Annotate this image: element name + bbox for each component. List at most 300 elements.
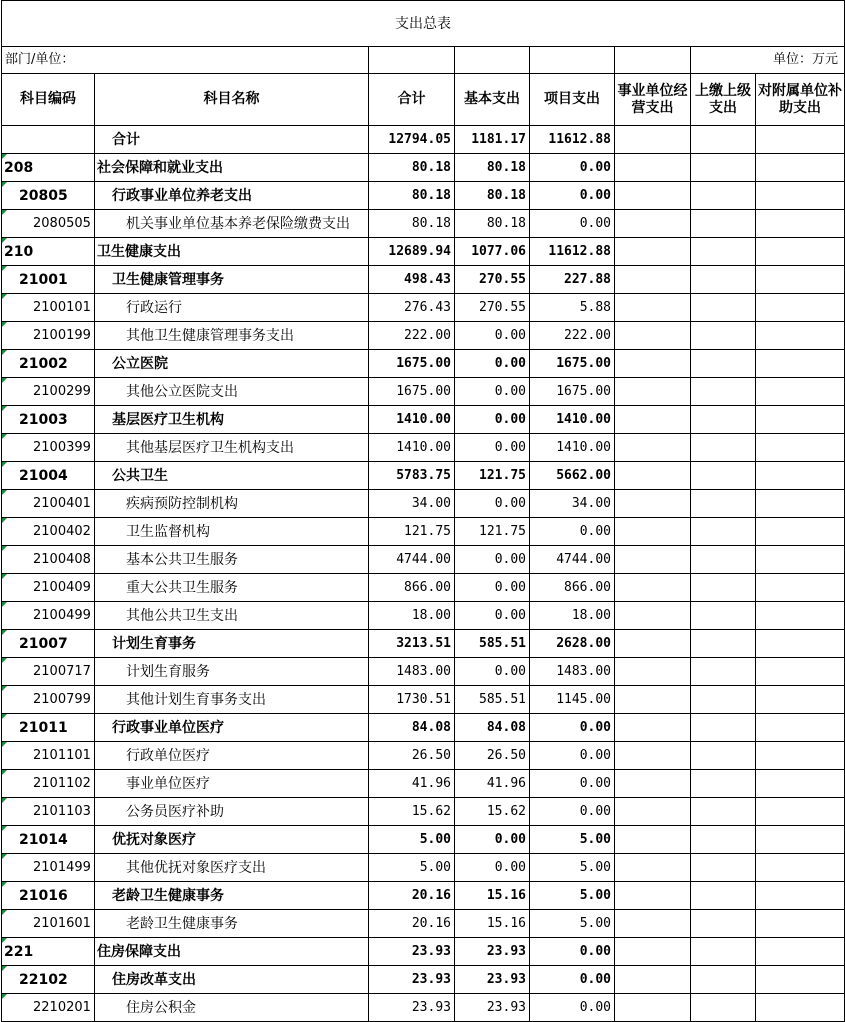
row-project: 1410.00 <box>530 406 615 434</box>
row-total: 4744.00 <box>369 546 455 574</box>
row-upper <box>691 966 756 994</box>
row-code: 22102 <box>2 966 95 994</box>
table-row <box>2 238 845 266</box>
row-basic: 41.96 <box>455 770 530 798</box>
row-project: 866.00 <box>530 574 615 602</box>
row-basic: 0.00 <box>455 602 530 630</box>
row-project: 11612.88 <box>530 126 615 154</box>
row-operating <box>615 154 691 182</box>
row-subsidy <box>756 350 845 378</box>
row-name: 行政事业单位养老支出 <box>95 182 369 210</box>
row-code: 2101102 <box>2 770 95 798</box>
row-operating <box>615 294 691 322</box>
row-project: 0.00 <box>530 994 615 1022</box>
row-name: 其他公立医院支出 <box>95 378 369 406</box>
table-row <box>2 742 845 770</box>
row-subsidy <box>756 210 845 238</box>
row-subsidy <box>756 630 845 658</box>
row-project: 1145.00 <box>530 686 615 714</box>
table-row <box>2 966 845 994</box>
row-basic: 121.75 <box>455 462 530 490</box>
row-subsidy <box>756 574 845 602</box>
department-label: 部门/单位： <box>2 47 369 74</box>
row-basic: 26.50 <box>455 742 530 770</box>
row-code: 221 <box>2 938 95 966</box>
row-upper <box>691 182 756 210</box>
row-upper <box>691 854 756 882</box>
table-row <box>2 994 845 1022</box>
table-row <box>2 406 845 434</box>
row-name: 其他基层医疗卫生机构支出 <box>95 434 369 462</box>
row-basic: 84.08 <box>455 714 530 742</box>
table-row <box>2 210 845 238</box>
header-basic: 基本支出 <box>455 74 530 126</box>
row-upper <box>691 126 756 154</box>
header-upper: 上缴上级支出 <box>691 74 756 126</box>
row-code: 2100402 <box>2 518 95 546</box>
row-total: 1675.00 <box>369 350 455 378</box>
row-name: 卫生健康管理事务 <box>95 266 369 294</box>
row-operating <box>615 658 691 686</box>
table-row <box>2 266 845 294</box>
row-basic: 0.00 <box>455 490 530 518</box>
row-project: 0.00 <box>530 182 615 210</box>
row-project: 5.00 <box>530 910 615 938</box>
row-code: 2100408 <box>2 546 95 574</box>
row-code: 21002 <box>2 350 95 378</box>
row-total: 23.93 <box>369 994 455 1022</box>
table-row <box>2 602 845 630</box>
table-row <box>2 714 845 742</box>
row-subsidy <box>756 518 845 546</box>
row-upper <box>691 462 756 490</box>
row-basic: 0.00 <box>455 658 530 686</box>
row-operating <box>615 490 691 518</box>
row-subsidy <box>756 602 845 630</box>
row-operating <box>615 770 691 798</box>
row-code: 21004 <box>2 462 95 490</box>
row-code: 21014 <box>2 826 95 854</box>
expenditure-summary-table <box>1 0 845 1022</box>
row-name: 住房改革支出 <box>95 966 369 994</box>
row-project: 0.00 <box>530 938 615 966</box>
row-subsidy <box>756 294 845 322</box>
row-operating <box>615 910 691 938</box>
row-name: 计划生育服务 <box>95 658 369 686</box>
table-title: 支出总表 <box>2 1 845 47</box>
row-project: 0.00 <box>530 210 615 238</box>
meta-empty-cell <box>530 47 615 74</box>
row-upper <box>691 882 756 910</box>
row-name: 行政运行 <box>95 294 369 322</box>
row-project: 222.00 <box>530 322 615 350</box>
row-subsidy <box>756 910 845 938</box>
table-row <box>2 490 845 518</box>
row-operating <box>615 966 691 994</box>
row-basic: 585.51 <box>455 630 530 658</box>
row-project: 2628.00 <box>530 630 615 658</box>
table-row <box>2 350 845 378</box>
row-total: 15.62 <box>369 798 455 826</box>
row-name: 卫生健康支出 <box>95 238 369 266</box>
row-name: 基层医疗卫生机构 <box>95 406 369 434</box>
row-basic: 1077.06 <box>455 238 530 266</box>
row-code: 2100101 <box>2 294 95 322</box>
row-code: 2101601 <box>2 910 95 938</box>
row-code: 2101499 <box>2 854 95 882</box>
row-code: 21003 <box>2 406 95 434</box>
row-name: 老龄卫生健康事务 <box>95 910 369 938</box>
row-operating <box>615 938 691 966</box>
row-subsidy <box>756 882 845 910</box>
row-project: 5662.00 <box>530 462 615 490</box>
row-basic: 0.00 <box>455 826 530 854</box>
row-project: 0.00 <box>530 798 615 826</box>
row-code: 2100299 <box>2 378 95 406</box>
row-upper <box>691 826 756 854</box>
row-project: 1675.00 <box>530 350 615 378</box>
row-project: 18.00 <box>530 602 615 630</box>
row-project: 5.00 <box>530 882 615 910</box>
row-subsidy <box>756 238 845 266</box>
row-upper <box>691 266 756 294</box>
row-code: 2210201 <box>2 994 95 1022</box>
row-code: 2100499 <box>2 602 95 630</box>
row-name: 公立医院 <box>95 350 369 378</box>
row-subsidy <box>756 854 845 882</box>
row-total: 84.08 <box>369 714 455 742</box>
row-total: 34.00 <box>369 490 455 518</box>
row-subsidy <box>756 742 845 770</box>
row-operating <box>615 574 691 602</box>
row-code: 2100799 <box>2 686 95 714</box>
row-name: 基本公共卫生服务 <box>95 546 369 574</box>
row-subsidy <box>756 434 845 462</box>
row-total: 866.00 <box>369 574 455 602</box>
row-code: 210 <box>2 238 95 266</box>
header-code: 科目编码 <box>2 74 95 126</box>
row-basic: 270.55 <box>455 294 530 322</box>
row-upper <box>691 714 756 742</box>
row-project: 0.00 <box>530 742 615 770</box>
row-name: 公务员医疗补助 <box>95 798 369 826</box>
row-subsidy <box>756 322 845 350</box>
table-row <box>2 798 845 826</box>
row-upper <box>691 602 756 630</box>
row-name: 其他优抚对象医疗支出 <box>95 854 369 882</box>
row-subsidy <box>756 994 845 1022</box>
row-total: 5.00 <box>369 826 455 854</box>
row-basic: 23.93 <box>455 966 530 994</box>
row-basic: 0.00 <box>455 322 530 350</box>
row-basic: 15.62 <box>455 798 530 826</box>
row-code: 2100409 <box>2 574 95 602</box>
row-subsidy <box>756 546 845 574</box>
row-code: 2101103 <box>2 798 95 826</box>
row-total: 276.43 <box>369 294 455 322</box>
row-total: 12794.05 <box>369 126 455 154</box>
row-operating <box>615 994 691 1022</box>
row-code: 2080505 <box>2 210 95 238</box>
row-subsidy <box>756 938 845 966</box>
table-row <box>2 686 845 714</box>
row-basic: 0.00 <box>455 378 530 406</box>
row-name: 住房公积金 <box>95 994 369 1022</box>
table-row <box>2 546 845 574</box>
row-total: 23.93 <box>369 966 455 994</box>
table-row <box>2 182 845 210</box>
row-project: 1410.00 <box>530 434 615 462</box>
row-code: 21007 <box>2 630 95 658</box>
meta-empty-cell <box>615 47 691 74</box>
table-row <box>2 826 845 854</box>
table-row <box>2 294 845 322</box>
row-name: 卫生监督机构 <box>95 518 369 546</box>
table-row <box>2 630 845 658</box>
row-operating <box>615 350 691 378</box>
row-upper <box>691 210 756 238</box>
row-total: 1730.51 <box>369 686 455 714</box>
row-operating <box>615 686 691 714</box>
row-total: 5783.75 <box>369 462 455 490</box>
row-basic: 80.18 <box>455 210 530 238</box>
row-basic: 0.00 <box>455 546 530 574</box>
row-name: 疾病预防控制机构 <box>95 490 369 518</box>
row-name: 行政单位医疗 <box>95 742 369 770</box>
row-operating <box>615 798 691 826</box>
row-project: 0.00 <box>530 966 615 994</box>
row-code: 20805 <box>2 182 95 210</box>
row-total: 20.16 <box>369 882 455 910</box>
row-basic: 23.93 <box>455 938 530 966</box>
row-upper <box>691 350 756 378</box>
row-code <box>2 126 95 154</box>
row-name: 优抚对象医疗 <box>95 826 369 854</box>
row-basic: 80.18 <box>455 154 530 182</box>
row-subsidy <box>756 182 845 210</box>
row-name: 公共卫生 <box>95 462 369 490</box>
meta-empty-cell <box>369 47 455 74</box>
row-project: 0.00 <box>530 714 615 742</box>
row-name: 其他公共卫生支出 <box>95 602 369 630</box>
row-code: 2100717 <box>2 658 95 686</box>
row-upper <box>691 490 756 518</box>
row-project: 1675.00 <box>530 378 615 406</box>
table-row <box>2 910 845 938</box>
row-operating <box>615 518 691 546</box>
row-upper <box>691 658 756 686</box>
row-name: 行政事业单位医疗 <box>95 714 369 742</box>
row-operating <box>615 126 691 154</box>
row-operating <box>615 630 691 658</box>
row-project: 0.00 <box>530 518 615 546</box>
row-operating <box>615 546 691 574</box>
row-subsidy <box>756 266 845 294</box>
row-project: 5.00 <box>530 826 615 854</box>
row-basic: 121.75 <box>455 518 530 546</box>
row-operating <box>615 854 691 882</box>
header-operating: 事业单位经营支出 <box>615 74 691 126</box>
row-operating <box>615 238 691 266</box>
row-name: 计划生育事务 <box>95 630 369 658</box>
row-name: 其他卫生健康管理事务支出 <box>95 322 369 350</box>
row-upper <box>691 910 756 938</box>
row-basic: 15.16 <box>455 910 530 938</box>
row-upper <box>691 574 756 602</box>
row-code: 2100199 <box>2 322 95 350</box>
row-project: 5.00 <box>530 854 615 882</box>
row-operating <box>615 714 691 742</box>
row-total: 1410.00 <box>369 434 455 462</box>
row-total: 80.18 <box>369 182 455 210</box>
row-basic: 270.55 <box>455 266 530 294</box>
row-code: 21001 <box>2 266 95 294</box>
row-upper <box>691 938 756 966</box>
table-row <box>2 882 845 910</box>
row-total: 121.75 <box>369 518 455 546</box>
row-operating <box>615 602 691 630</box>
row-project: 34.00 <box>530 490 615 518</box>
row-name: 事业单位医疗 <box>95 770 369 798</box>
row-total: 12689.94 <box>369 238 455 266</box>
row-basic: 1181.17 <box>455 126 530 154</box>
table-row <box>2 462 845 490</box>
row-total: 5.00 <box>369 854 455 882</box>
row-operating <box>615 826 691 854</box>
row-upper <box>691 434 756 462</box>
row-total: 18.00 <box>369 602 455 630</box>
row-total: 498.43 <box>369 266 455 294</box>
row-total: 1483.00 <box>369 658 455 686</box>
row-upper <box>691 518 756 546</box>
row-total: 80.18 <box>369 210 455 238</box>
row-upper <box>691 630 756 658</box>
row-code: 2101101 <box>2 742 95 770</box>
row-total: 1410.00 <box>369 406 455 434</box>
row-upper <box>691 742 756 770</box>
row-code: 208 <box>2 154 95 182</box>
row-operating <box>615 742 691 770</box>
row-subsidy <box>756 966 845 994</box>
row-subsidy <box>756 798 845 826</box>
row-total: 26.50 <box>369 742 455 770</box>
row-project: 0.00 <box>530 154 615 182</box>
table-row <box>2 126 845 154</box>
table-row <box>2 322 845 350</box>
row-operating <box>615 462 691 490</box>
header-row <box>2 74 845 126</box>
meta-empty-cell <box>455 47 530 74</box>
row-subsidy <box>756 826 845 854</box>
row-upper <box>691 994 756 1022</box>
row-basic: 0.00 <box>455 350 530 378</box>
row-subsidy <box>756 686 845 714</box>
row-basic: 0.00 <box>455 406 530 434</box>
row-upper <box>691 546 756 574</box>
header-total: 合计 <box>369 74 455 126</box>
row-upper <box>691 798 756 826</box>
table-row <box>2 658 845 686</box>
header-name: 科目名称 <box>95 74 369 126</box>
row-upper <box>691 686 756 714</box>
row-total: 20.16 <box>369 910 455 938</box>
row-operating <box>615 378 691 406</box>
row-subsidy <box>756 714 845 742</box>
row-subsidy <box>756 378 845 406</box>
row-upper <box>691 154 756 182</box>
row-project: 5.88 <box>530 294 615 322</box>
row-operating <box>615 266 691 294</box>
row-operating <box>615 434 691 462</box>
row-project: 0.00 <box>530 770 615 798</box>
table-row <box>2 518 845 546</box>
row-project: 11612.88 <box>530 238 615 266</box>
row-code: 2100401 <box>2 490 95 518</box>
row-name: 机关事业单位基本养老保险缴费支出 <box>95 210 369 238</box>
row-name: 其他计划生育事务支出 <box>95 686 369 714</box>
row-subsidy <box>756 658 845 686</box>
row-name: 重大公共卫生服务 <box>95 574 369 602</box>
row-subsidy <box>756 406 845 434</box>
table-row <box>2 770 845 798</box>
row-code: 2100399 <box>2 434 95 462</box>
row-basic: 15.16 <box>455 882 530 910</box>
unit-label: 单位：万元 <box>691 47 845 74</box>
row-basic: 585.51 <box>455 686 530 714</box>
row-subsidy <box>756 126 845 154</box>
row-basic: 0.00 <box>455 574 530 602</box>
table-row <box>2 378 845 406</box>
row-subsidy <box>756 462 845 490</box>
table-row <box>2 854 845 882</box>
row-project: 227.88 <box>530 266 615 294</box>
row-total: 23.93 <box>369 938 455 966</box>
table-row <box>2 574 845 602</box>
row-project: 1483.00 <box>530 658 615 686</box>
row-basic: 0.00 <box>455 854 530 882</box>
table-row <box>2 154 845 182</box>
row-upper <box>691 770 756 798</box>
row-upper <box>691 322 756 350</box>
row-operating <box>615 182 691 210</box>
row-name: 社会保障和就业支出 <box>95 154 369 182</box>
header-subsidy: 对附属单位补助支出 <box>756 74 845 126</box>
row-upper <box>691 294 756 322</box>
row-total: 222.00 <box>369 322 455 350</box>
row-code: 21016 <box>2 882 95 910</box>
row-name: 住房保障支出 <box>95 938 369 966</box>
row-upper <box>691 378 756 406</box>
row-total: 41.96 <box>369 770 455 798</box>
row-total: 80.18 <box>369 154 455 182</box>
row-code: 21011 <box>2 714 95 742</box>
header-project: 项目支出 <box>530 74 615 126</box>
row-operating <box>615 406 691 434</box>
row-subsidy <box>756 154 845 182</box>
table-row <box>2 434 845 462</box>
row-basic: 0.00 <box>455 434 530 462</box>
table-row <box>2 938 845 966</box>
row-upper <box>691 406 756 434</box>
row-total: 1675.00 <box>369 378 455 406</box>
row-name: 老龄卫生健康事务 <box>95 882 369 910</box>
row-operating <box>615 322 691 350</box>
row-subsidy <box>756 490 845 518</box>
row-operating <box>615 882 691 910</box>
row-operating <box>615 210 691 238</box>
row-upper <box>691 238 756 266</box>
row-basic: 80.18 <box>455 182 530 210</box>
